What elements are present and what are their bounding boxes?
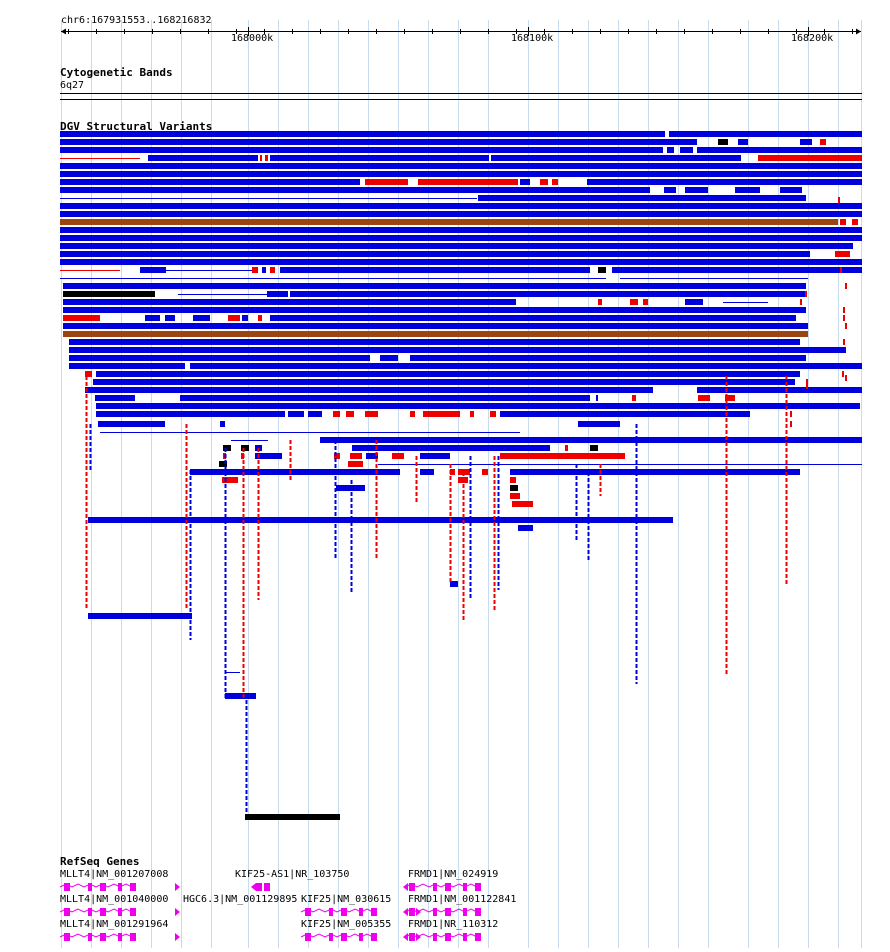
sv-block (60, 179, 360, 185)
sv-block (60, 259, 862, 265)
sv-block (265, 155, 268, 161)
sv-marker (842, 371, 844, 377)
gene-exon (329, 933, 333, 941)
cytoband-track-title[interactable]: Cytogenetic Bands (60, 66, 173, 79)
gene-exon (118, 883, 122, 891)
ruler-arrow-right (856, 29, 861, 35)
gene-strand-arrow (403, 933, 408, 941)
gene-exon (409, 883, 415, 891)
gene-exon (433, 933, 437, 941)
sv-block (590, 445, 598, 451)
sv-block (60, 187, 650, 193)
sv-block (165, 315, 175, 321)
gene-label[interactable]: HGC6.3|NM_001129895 (183, 894, 298, 905)
sv-block (697, 147, 862, 153)
gene-exon (264, 883, 270, 891)
sv-block (478, 195, 806, 201)
gene-exon (130, 933, 136, 941)
sv-block (148, 155, 258, 161)
sv-block (140, 267, 166, 273)
sv-block (69, 355, 370, 361)
sv-block (735, 187, 760, 193)
gene-strand-arrow (251, 883, 256, 891)
sv-block (63, 323, 808, 329)
refseq-track-title[interactable]: RefSeq Genes (60, 855, 140, 868)
gene-exon (88, 908, 92, 916)
gene-exon (64, 908, 70, 916)
sv-block (88, 517, 673, 523)
sv-block (98, 421, 165, 427)
sv-block (510, 469, 800, 475)
sv-block (270, 315, 796, 321)
sv-block (93, 379, 795, 385)
gene-label[interactable]: KIF25|NM_005355 (301, 919, 392, 930)
sv-block (180, 395, 590, 401)
sv-block (552, 179, 558, 185)
sv-block (96, 411, 285, 417)
sv-block (60, 219, 838, 225)
sv-block (223, 445, 231, 451)
sv-block (60, 243, 853, 249)
gene-exon (463, 933, 467, 941)
sv-block (60, 235, 862, 241)
sv-block (63, 291, 155, 297)
sv-block (420, 469, 434, 475)
gene-exon (100, 908, 106, 916)
sv-block (63, 299, 516, 305)
gene-exon (88, 883, 92, 891)
locus-label: chr6:167931553..168216832 (61, 15, 212, 26)
ruler-tick-label: 168200k (791, 33, 834, 44)
gene-exon (475, 883, 481, 891)
sv-block (596, 395, 598, 401)
sv-block (718, 139, 728, 145)
sv-block (800, 139, 812, 145)
sv-block (60, 211, 862, 217)
sv-complex-block (245, 814, 340, 820)
sv-block (630, 299, 638, 305)
sv-block (252, 267, 258, 273)
gene-exon (371, 908, 377, 916)
sv-block (510, 485, 518, 491)
gene-exon (100, 883, 106, 891)
sv-block (190, 469, 400, 475)
sv-block (60, 251, 810, 257)
gene-exon (433, 908, 437, 916)
sv-block (63, 307, 806, 313)
sv-block (500, 453, 625, 459)
sv-block (96, 371, 800, 377)
gene-exon (445, 933, 451, 941)
sv-block (612, 267, 862, 273)
sv-block (738, 139, 748, 145)
sv-marker (790, 411, 792, 417)
sv-block (241, 445, 249, 451)
sv-block (365, 179, 408, 185)
gene-exon (371, 933, 377, 941)
gene-exon (409, 908, 415, 916)
sv-marker (805, 291, 807, 297)
sv-block (228, 315, 240, 321)
sv-marker (845, 375, 847, 381)
sv-block (60, 139, 697, 145)
sv-marker (800, 299, 802, 305)
sv-block (60, 163, 862, 169)
sv-block (758, 155, 862, 161)
dgv-track-title[interactable]: DGV Structural Variants (60, 120, 213, 133)
gene-exon (475, 933, 481, 941)
sv-block (685, 187, 708, 193)
sv-block (482, 469, 488, 475)
sv-block (69, 339, 800, 345)
sv-block (500, 411, 750, 417)
sv-block (270, 155, 489, 161)
gene-label[interactable]: MLLT4|NM_001040000 (60, 894, 169, 905)
gene-strand-arrow (175, 883, 180, 891)
gene-label[interactable]: KIF25-AS1|NR_103750 (235, 869, 350, 880)
gene-strand-arrow (403, 883, 408, 891)
ruler-tick-label: 168100k (511, 33, 554, 44)
gene-exon (130, 883, 136, 891)
gene-label[interactable]: KIF25|NM_030615 (301, 894, 392, 905)
gene-exon (64, 883, 70, 891)
gene-label[interactable]: FRMD1|NR_110312 (408, 919, 499, 930)
sv-block (352, 445, 550, 451)
gene-exon (130, 908, 136, 916)
sv-block (350, 453, 362, 459)
sv-block (698, 395, 710, 401)
sv-block (85, 387, 653, 393)
sv-block (63, 315, 100, 321)
gene-label[interactable]: FRMD1|NM_001122841 (408, 894, 517, 905)
gene-exon (305, 933, 311, 941)
sv-marker (806, 383, 808, 389)
sv-block (540, 179, 548, 185)
sv-block (680, 147, 693, 153)
sv-block (835, 251, 850, 257)
sv-block (270, 267, 275, 273)
sv-block (598, 267, 606, 273)
gene-strand-arrow (175, 933, 180, 941)
sv-block (193, 315, 210, 321)
sv-block (410, 411, 415, 417)
sv-block (267, 291, 288, 297)
sv-block (242, 315, 248, 321)
sv-block (60, 227, 862, 233)
gene-exon (329, 908, 333, 916)
sv-block (420, 453, 450, 459)
sv-block (392, 453, 404, 459)
sv-block (348, 461, 363, 467)
sv-block (598, 299, 602, 305)
gene-exon (445, 883, 451, 891)
sv-block (510, 493, 520, 499)
gene-exon (118, 908, 122, 916)
sv-block (69, 347, 846, 353)
sv-block (518, 525, 533, 531)
gene-exon (64, 933, 70, 941)
sv-block (418, 179, 518, 185)
sv-block (470, 411, 474, 417)
sv-block (852, 219, 858, 225)
gene-label[interactable]: FRMD1|NM_024919 (408, 869, 499, 880)
sv-block (510, 477, 516, 483)
gene-exon (409, 933, 415, 941)
cytoband-label: 6q27 (60, 80, 85, 91)
sv-block (96, 403, 860, 409)
sv-block (669, 131, 862, 137)
sv-block (280, 267, 590, 273)
sv-block (380, 355, 398, 361)
sv-block (685, 299, 703, 305)
sv-block (587, 179, 862, 185)
sv-block (491, 155, 741, 161)
sv-block (60, 203, 862, 209)
sv-marker (843, 339, 845, 345)
gene-exon (475, 908, 481, 916)
sv-block (190, 363, 862, 369)
sv-block (290, 291, 806, 297)
sv-block (520, 179, 530, 185)
sv-block (60, 171, 862, 177)
sv-block (288, 411, 304, 417)
sv-block (632, 395, 636, 401)
sv-block (60, 147, 663, 153)
sv-marker (845, 283, 847, 289)
gene-exon (88, 933, 92, 941)
sv-marker (845, 323, 847, 329)
sv-block (225, 693, 256, 699)
sv-block (262, 267, 266, 273)
gene-exon (100, 933, 106, 941)
gene-label[interactable]: MLLT4|NM_001291964 (60, 919, 169, 930)
sv-block (220, 421, 225, 427)
sv-block (490, 411, 496, 417)
sv-block (320, 437, 862, 443)
sv-marker (838, 197, 840, 203)
sv-block (643, 299, 648, 305)
ruler-tick-label: 168000k (231, 33, 274, 44)
gene-exon (341, 908, 347, 916)
sv-block (820, 139, 826, 145)
sv-block (95, 395, 135, 401)
sv-marker (843, 307, 845, 313)
gene-strand-arrow (403, 908, 408, 916)
sv-block (565, 445, 568, 451)
sv-block (697, 387, 862, 393)
sv-marker (840, 267, 842, 273)
gene-exon (463, 908, 467, 916)
sv-block (667, 147, 674, 153)
sv-block (308, 411, 322, 417)
sv-block (222, 477, 238, 483)
sv-marker (790, 421, 792, 427)
gene-exon (305, 908, 311, 916)
sv-block (410, 355, 806, 361)
sv-block (365, 411, 378, 417)
gene-exon (433, 883, 437, 891)
sv-block (512, 501, 533, 507)
sv-block (664, 187, 676, 193)
gene-exon (463, 883, 467, 891)
sv-block (145, 315, 160, 321)
sv-block (840, 219, 846, 225)
gene-label[interactable]: MLLT4|NM_001207008 (60, 869, 169, 880)
sv-block (258, 315, 262, 321)
sv-block (423, 411, 460, 417)
sv-block (333, 411, 340, 417)
sv-block (63, 283, 806, 289)
sv-block (578, 421, 620, 427)
sv-block (63, 331, 808, 337)
sv-block (346, 411, 354, 417)
gene-exon (359, 908, 363, 916)
gene-exon (256, 883, 262, 891)
sv-block (780, 187, 802, 193)
gene-exon (445, 908, 451, 916)
gene-strand-arrow (175, 908, 180, 916)
sv-block (69, 363, 185, 369)
sv-block (260, 155, 262, 161)
gene-exon (359, 933, 363, 941)
sv-block (88, 613, 192, 619)
sv-marker (843, 315, 845, 321)
gene-exon (118, 933, 122, 941)
gene-exon (341, 933, 347, 941)
